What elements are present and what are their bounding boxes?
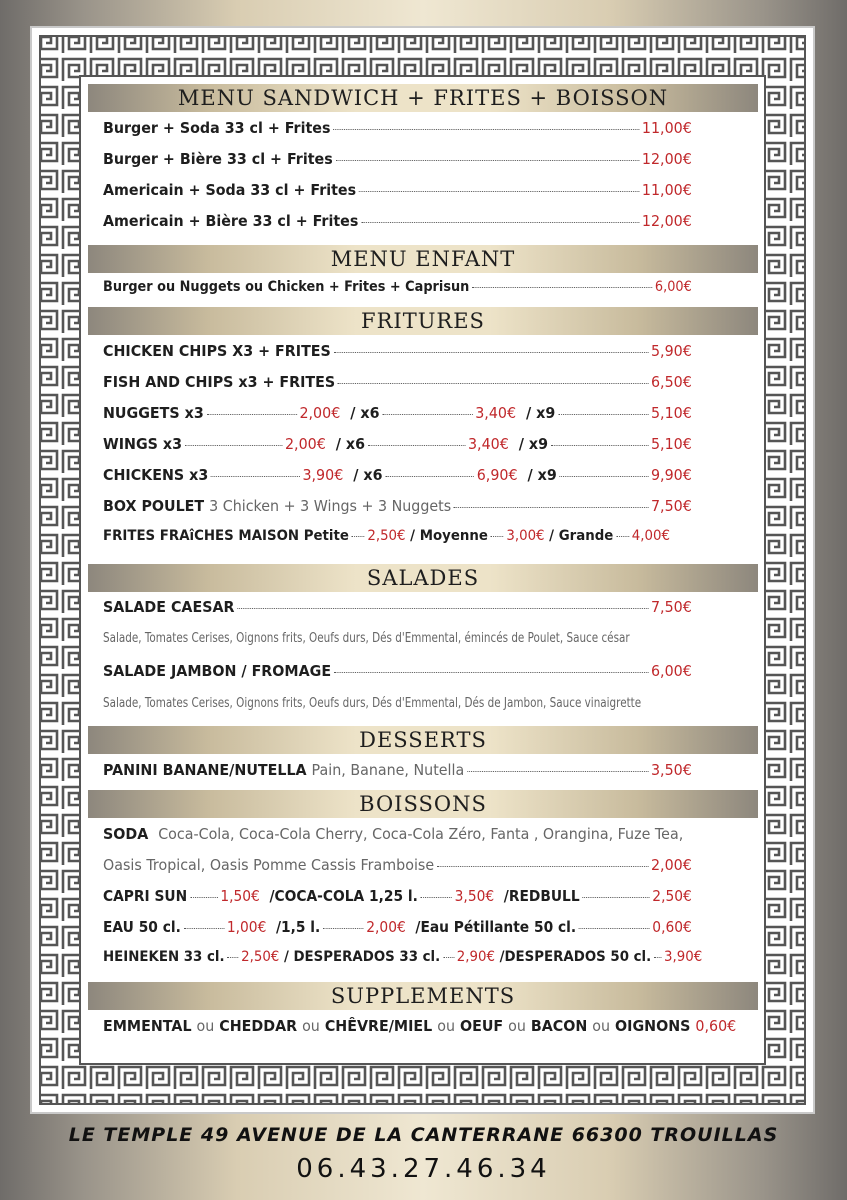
item-name: BACON [530, 1017, 588, 1035]
item-name: WINGS x3 [103, 435, 183, 453]
item-name: CHÊVRE/MIEL [324, 1017, 433, 1035]
menu-item [103, 342, 692, 372]
leader-dots [185, 445, 282, 446]
item-price: 0,60€ [695, 1017, 737, 1035]
item-size: x6 [363, 466, 383, 484]
item-name: HEINEKEN 33 cl. [103, 949, 225, 965]
leader-dots [582, 897, 649, 898]
item-name: NUGGETS x3 [103, 404, 204, 422]
footer-phone: 06.43.27.46.34 [296, 1154, 551, 1184]
leader-dots [237, 608, 648, 609]
item-name: PANINI BANANE/NUTELLA [103, 761, 307, 779]
menu-item [103, 949, 703, 979]
item-description: Oasis Tropical, Oasis Pomme Cassis Framboise [103, 856, 435, 874]
item-description: Coca-Cola, Coca-Cola Cherry, Coca-Cola Zéro, Fanta , Orangina, Fuze Tea, [158, 825, 684, 843]
item-price: 6,00€ [654, 279, 692, 295]
leader-dots [211, 476, 300, 477]
item-price: 3,50€ [454, 887, 495, 905]
section-header-supplements: SUPPLEMENTS [88, 982, 758, 1010]
item-name: OIGNONS [615, 1017, 691, 1035]
menu-item [103, 918, 692, 948]
item-name: Americain + Bière 33 cl + Frites [103, 212, 359, 230]
leader-dots [334, 672, 648, 673]
leader-dots [437, 866, 648, 867]
menu-item [103, 373, 692, 403]
item-price: 5,90€ [650, 342, 692, 360]
item-price: 3,50€ [650, 761, 692, 779]
item-price: 2,00€ [650, 856, 692, 874]
leader-dots [338, 383, 648, 384]
item-price: 3,90€ [302, 466, 344, 484]
item-name: /DESPERADOS 50 cl. [499, 949, 652, 965]
menu-item [103, 856, 692, 886]
menu-item: FRITES FRAîCHES MAISON Petite 2,50€ / Moyenne 3,00€ / Grande 4,00€ [103, 528, 670, 544]
item-size: x6 [345, 435, 366, 453]
leader-dots [323, 928, 363, 929]
leader-dots [616, 536, 629, 537]
leader-dots [359, 191, 639, 192]
leader-dots [654, 957, 661, 958]
item-name: /REDBULL [503, 887, 580, 905]
section-header-boissons: BOISSONS [88, 790, 758, 818]
section-header-desserts: DESSERTS [88, 726, 758, 754]
menu-item [103, 887, 692, 917]
item-name: EAU 50 cl. [103, 918, 181, 936]
leader-dots [560, 476, 649, 477]
item-price: 11,00€ [641, 181, 692, 199]
item-name: EMMENTAL [103, 1017, 192, 1035]
leader-dots [579, 928, 650, 929]
leader-dots [368, 445, 465, 446]
item-name: / DESPERADOS 33 cl. [283, 949, 441, 965]
menu-item [103, 662, 692, 692]
separator: ou [592, 1017, 611, 1035]
section-header-fritures: FRITURES [88, 307, 758, 335]
item-price: 11,00€ [641, 119, 692, 137]
item-price: 6,50€ [650, 373, 692, 391]
item-name: CHICKEN CHIPS X3 + FRITES [103, 342, 331, 360]
item-name: SALADE CAESAR [103, 598, 235, 616]
item-price: 1,00€ [226, 918, 267, 936]
item-name: SODA [103, 825, 149, 843]
item-description-row [103, 696, 743, 726]
item-price: 2,00€ [366, 918, 406, 936]
separator: ou [437, 1017, 456, 1035]
item-price: 3,00€ [506, 528, 545, 544]
item-price: 3,90€ [664, 949, 703, 965]
item-price: 2,50€ [241, 949, 280, 965]
item-name: SALADE JAMBON / FROMAGE [103, 662, 332, 680]
leader-dots [491, 536, 504, 537]
leader-dots [227, 957, 238, 958]
item-name: CAPRI SUN [103, 887, 188, 905]
item-name: Burger ou Nuggets ou Chicken + Frites + Caprisun [103, 279, 470, 295]
item-price: 2,90€ [456, 949, 495, 965]
menu-item [103, 119, 692, 149]
leader-dots [382, 414, 472, 415]
leader-dots [190, 897, 218, 898]
menu-item [103, 181, 692, 211]
item-name: /1,5 l. [275, 918, 321, 936]
item-price: 12,00€ [641, 212, 692, 230]
leader-dots [467, 771, 648, 772]
leader-dots [454, 507, 648, 508]
item-price: 4,00€ [631, 528, 670, 544]
item-description: Pain, Banane, Nutella [311, 761, 465, 779]
menu-item: WINGS x3 2,00€ / x6 3,40€ / x9 5,10€ [103, 435, 692, 453]
leader-dots [207, 414, 297, 415]
item-price: 2,50€ [652, 887, 692, 905]
item-description-row [103, 631, 743, 661]
item-price: 5,10€ [650, 404, 692, 422]
menu-item [103, 150, 692, 180]
item-name: /Eau Pétillante 50 cl. [415, 918, 577, 936]
separator: ou [508, 1017, 526, 1035]
item-price: 7,50€ [650, 497, 692, 515]
menu-item [103, 761, 692, 791]
section-header-sandwich: MENU SANDWICH + FRITES + BOISSON [88, 84, 758, 112]
item-description: 3 Chicken + 3 Wings + 3 Nuggets [209, 497, 452, 515]
item-size: x9 [536, 404, 556, 422]
menu-item [103, 212, 692, 242]
item-name: FISH AND CHIPS x3 + FRITES [103, 373, 336, 391]
leader-dots [352, 536, 365, 537]
footer-address: LE TEMPLE 49 AVENUE DE LA CANTERRANE 66300 TROUILLAS [68, 1124, 779, 1146]
menu-item: NUGGETS x3 2,00€ / x6 3,40€ / x9 5,10€ [103, 404, 692, 422]
item-price: 2,50€ [367, 528, 406, 544]
menu-item: CHICKENS x3 3,90€ / x6 6,90€ / x9 9,90€ [103, 466, 692, 484]
item-price: 6,00€ [650, 662, 692, 680]
item-name: Americain + Soda 33 cl + Frites [103, 181, 357, 199]
item-size: x9 [537, 466, 557, 484]
item-price: 7,50€ [650, 598, 692, 616]
separator: ou [196, 1017, 215, 1035]
leader-dots [334, 352, 649, 353]
item-price: 3,40€ [467, 435, 509, 453]
item-size: Grande [558, 528, 614, 544]
item-price: 2,00€ [284, 435, 326, 453]
item-name: CHICKENS x3 [103, 466, 209, 484]
item-size: Moyenne [419, 528, 488, 544]
leader-dots [385, 476, 474, 477]
menu-item [103, 1017, 737, 1047]
item-price: 0,60€ [652, 918, 692, 936]
item-name: FRITES FRAîCHES MAISON Petite [103, 528, 349, 544]
leader-dots [361, 222, 639, 223]
section-header-enfant: MENU ENFANT [88, 245, 758, 273]
item-price: 9,90€ [650, 466, 692, 484]
leader-dots [421, 897, 452, 898]
separator: ou [302, 1017, 320, 1035]
menu-item [103, 497, 692, 527]
section-header-salades: SALADES [88, 564, 758, 592]
item-price: 5,10€ [650, 435, 692, 453]
item-price: 2,00€ [299, 404, 341, 422]
menu-item [103, 825, 692, 855]
item-size: x9 [528, 435, 549, 453]
item-description: Salade, Tomates Cerises, Oignons frits, Oeufs durs, Dés d'Emmental, émincés de Poulet, Sauce césar [103, 631, 630, 646]
item-name: Burger + Soda 33 cl + Frites [103, 119, 331, 137]
menu-item [103, 279, 692, 309]
item-name: BOX POULET [103, 497, 205, 515]
item-price: 6,90€ [476, 466, 518, 484]
item-name: CHEDDAR [219, 1017, 298, 1035]
item-size: x6 [360, 404, 380, 422]
item-price: 12,00€ [641, 150, 692, 168]
item-name: Burger + Bière 33 cl + Frites [103, 150, 333, 168]
item-description: Salade, Tomates Cerises, Oignons frits, Oeufs durs, Dés d'Emmental, Dés de Jambon, Sauce vinaigrette [103, 696, 642, 711]
leader-dots [558, 414, 648, 415]
leader-dots [443, 957, 454, 958]
item-name: OEUF [459, 1017, 504, 1035]
leader-dots [184, 928, 224, 929]
menu-item [103, 598, 692, 628]
leader-dots [551, 445, 648, 446]
item-price: 1,50€ [220, 887, 260, 905]
leader-dots [335, 160, 639, 161]
leader-dots [333, 129, 639, 130]
leader-dots [472, 287, 652, 288]
item-price: 3,40€ [475, 404, 517, 422]
item-name: /COCA-COLA 1,25 l. [269, 887, 418, 905]
